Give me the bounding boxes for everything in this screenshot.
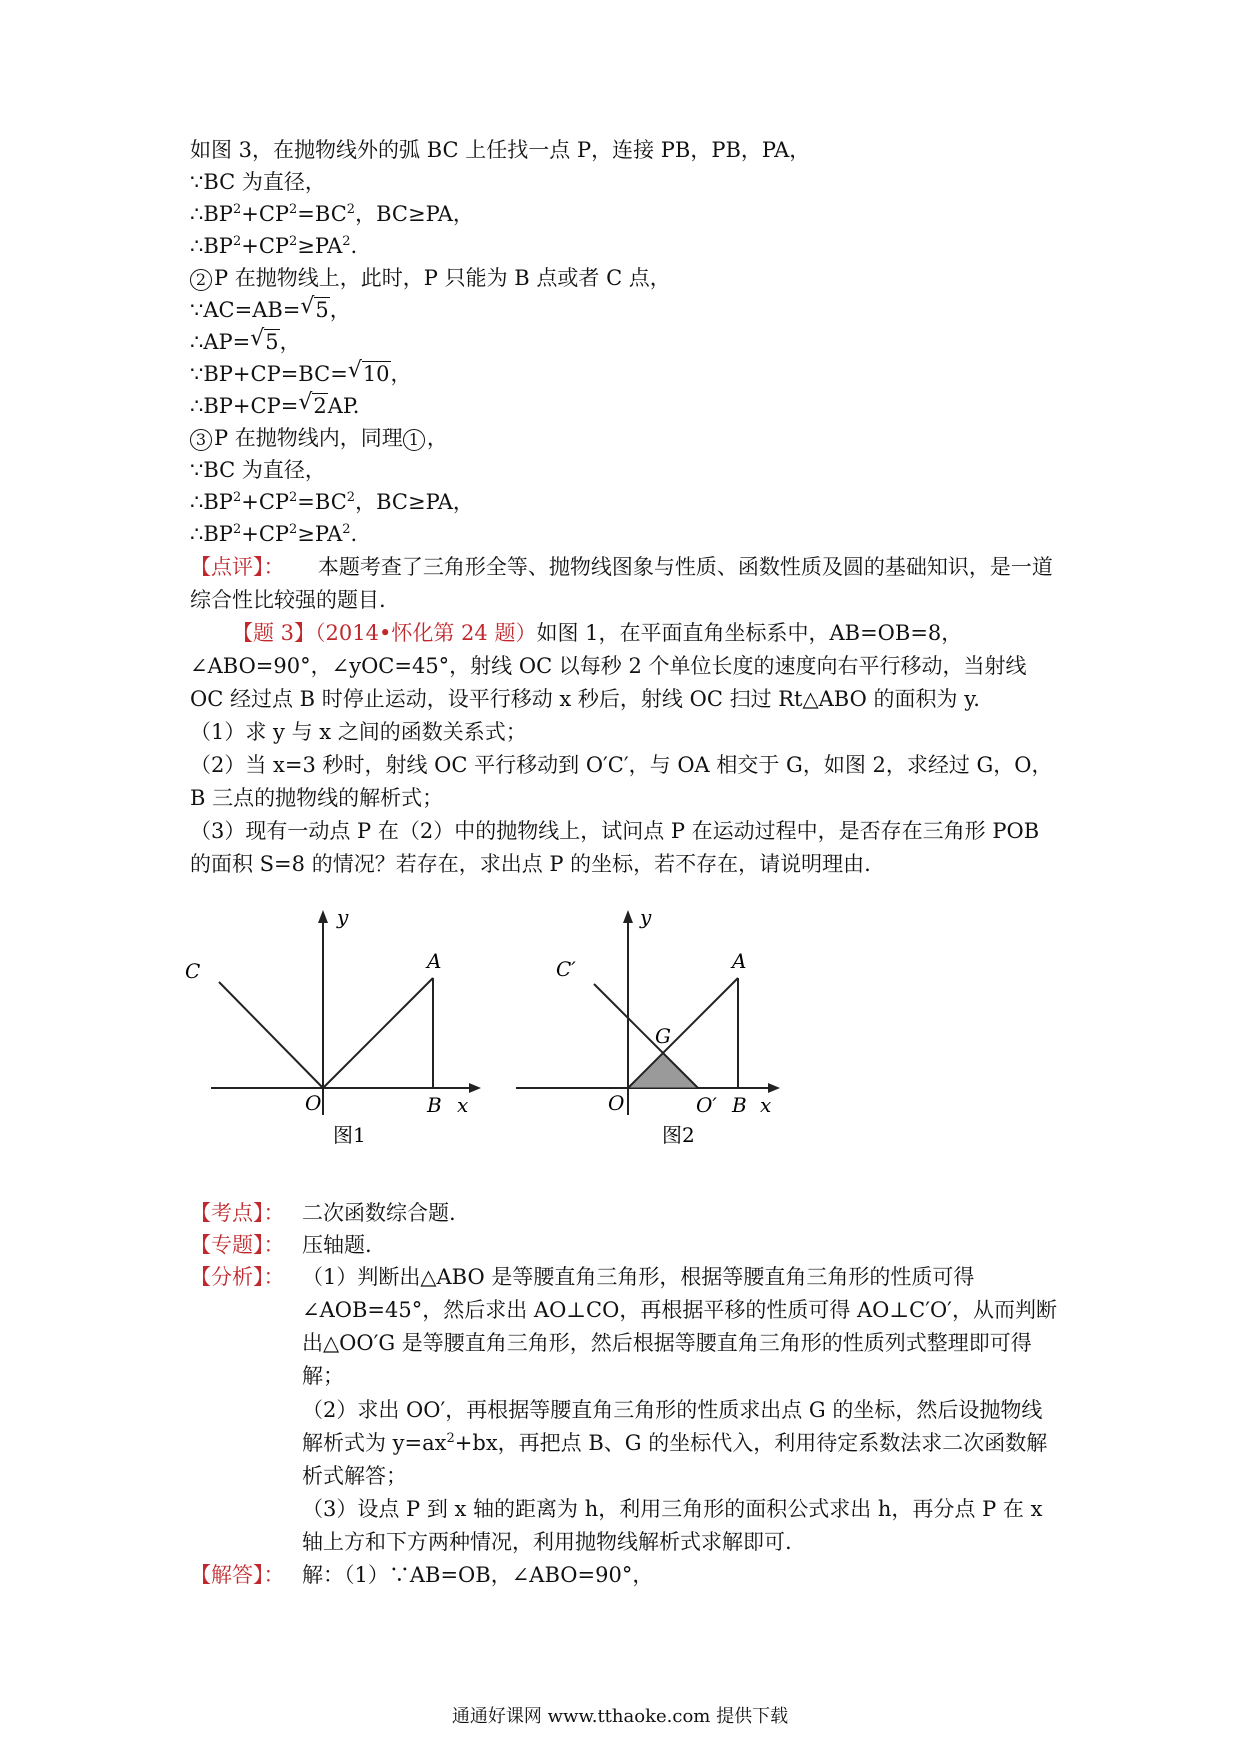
text-line: ∵BP+CP=BC=√ 10， [190, 358, 412, 390]
text-line: ∵BC 为直径， [190, 458, 326, 482]
label-b: B [427, 1093, 442, 1117]
label-y: y [640, 905, 652, 929]
text-line: 如图 3，在抛物线外的弧 BC 上任找一点 P，连接 PB，PB，PA， [190, 138, 811, 162]
sqrt: √ 2 [298, 390, 327, 422]
label-g: G [655, 1024, 671, 1048]
fenxi-tag-row [190, 1261, 302, 1293]
figure-1-caption: 图1 [333, 1123, 366, 1147]
jieda-row: 【解答】： 解：（1）∵AB=OB，∠ABO=90°， [190, 1559, 653, 1591]
figure-2 [512, 900, 802, 1160]
x-axis-arrow [768, 1083, 780, 1093]
kaodian-tag: 【考点】： [190, 1201, 285, 1225]
analysis-part-1: （1）判断出△ABO 是等腰直角三角形，根据等腰直角三角形的性质可得∠AOB=45°，然后求出 AO⊥CO，再根据平移的性质可得 AO⊥C′O′，从而判断出△OO′G 是等腰直角三角形，然后根据等腰直角三角形的性质列式整理即可得解； [302, 1265, 1057, 1388]
text-line: $\therefore BP^2+CP^2=BC^2$，BC≥PA， [190, 490, 474, 514]
x-axis-arrow [469, 1083, 481, 1093]
label-a: A [427, 949, 442, 973]
label-y: y [337, 905, 349, 929]
sqrt: √ 10 [348, 358, 391, 390]
comment-tag: 【点评】： [190, 555, 285, 579]
figure-1 [185, 900, 495, 1160]
label-x: x [760, 1093, 772, 1117]
segment-oa [628, 978, 738, 1088]
text-line: $\therefore BP^2+CP^2\ge PA^2$. [190, 234, 358, 258]
text-line: 2 P 在抛物线上，此时，P 只能为 B 点或者 C 点， [190, 262, 671, 294]
y-axis-arrow [623, 910, 633, 923]
y-axis-arrow [318, 910, 328, 923]
label-b: B [732, 1093, 747, 1117]
comment-paragraph: 【点评】： 本题考查了三角形全等、抛物线图象与性质、函数性质及圆的基础知识，是一道综合性比较强的题目. [190, 555, 1053, 612]
zhuanti-tag: 【专题】： [190, 1233, 285, 1257]
label-o-prime: O′ [696, 1093, 717, 1117]
label-c: C [185, 959, 201, 983]
question-2: （2）当 x=3 秒时，射线 OC 平行移动到 O′C′，与 OA 相交于 G，如图 2，求经过 G，O，B 三点的抛物线的解析式； [190, 753, 1053, 810]
text-line: $\therefore BP^2+CP^2=BC^2$，BC≥PA， [190, 202, 474, 226]
kaodian-row: 【考点】： 二次函数综合题. [190, 1197, 456, 1229]
text-line: 3 P 在抛物线内，同理 1 ， [190, 422, 448, 454]
text-line: ∵BC 为直径， [190, 170, 326, 194]
jieda-tag: 【解答】： [190, 1563, 285, 1587]
label-a: A [732, 949, 747, 973]
problem-source: （2014•怀化第 24 题） [315, 621, 537, 645]
fenxi-tag: 【分析】： [190, 1265, 285, 1289]
segment-oa [323, 978, 433, 1088]
shaded-region [628, 1053, 698, 1088]
text-line: ∴AP=√ 5， [190, 326, 301, 358]
sqrt: √ 5 [300, 294, 329, 326]
label-o: O [608, 1091, 625, 1115]
label-o: O [305, 1091, 322, 1115]
zhuanti-row: 【专题】： 压轴题. [190, 1229, 372, 1261]
text-line: ∵AC=AB=√ 5， [190, 294, 351, 326]
problem-intro: 【题 3】（2014•怀化第 24 题）如图 1，在平面直角坐标系中，AB=OB=8，∠ABO=90°，∠yOC=45°，射线 OC 以每秒 2 个单位长度的速度向右平行移动，当射线 OC 经过点 B 时停止运动，设平行移动 x 秒后，射线 OC 扫过 Rt△ABO 的面积为 y. [190, 621, 1027, 711]
circled-number: 2 [190, 269, 212, 291]
circled-number: 3 [190, 429, 212, 451]
circled-number: 1 [403, 429, 425, 451]
label-c-prime: C′ [556, 957, 576, 981]
question-1: （1）求 y 与 x 之间的函数关系式； [190, 720, 527, 744]
text-line: ∴BP+CP=√ 2AP. [190, 390, 359, 422]
figure-2-caption: 图2 [662, 1123, 695, 1147]
ray-oc [219, 982, 323, 1088]
text-line: $\therefore BP^2+CP^2\ge PA^2$. [190, 522, 358, 546]
label-x: x [457, 1093, 469, 1117]
sqrt: √ 5 [250, 326, 279, 358]
page-footer: 通通好课网 www.tthaoke.com 提供下载 [451, 1706, 789, 1727]
analysis-part-2: （2）求出 OO′，再根据等腰直角三角形的性质求出点 G 的坐标，然后设抛物线解析式为 $y=ax^2+bx$，再把点 B、G 的坐标代入，利用待定系数法求二次函数解析式解答； [302, 1398, 1048, 1488]
question-3: （3）现有一动点 P 在（2）中的抛物线上，试问点 P 在运动过程中，是否存在三角形 POB 的面积 S=8 的情况？若存在，求出点 P 的坐标，若不存在，请说明理由. [190, 819, 1040, 876]
problem-tag: 【题 3】 [232, 621, 316, 645]
analysis-part-3: （3）设点 P 到 x 轴的距离为 h，利用三角形的面积公式求出 h，再分点 P 在 x 轴上方和下方两种情况，利用抛物线解析式求解即可. [302, 1497, 1043, 1554]
